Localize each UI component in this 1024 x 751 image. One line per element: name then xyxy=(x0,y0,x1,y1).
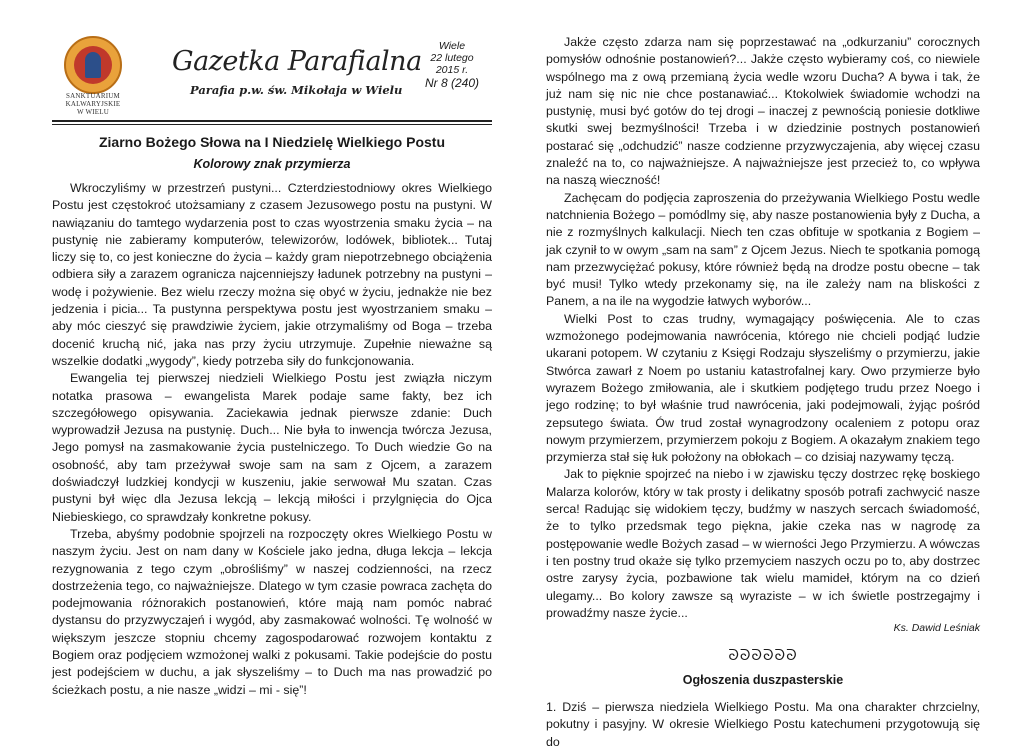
newsletter-title: Gazetka Parafialna xyxy=(172,46,422,77)
left-page xyxy=(52,0,492,724)
right-page xyxy=(546,0,980,749)
article-author: Ks. Dawid Leśniak xyxy=(893,622,980,635)
article-paragraph: Jakże często zdarza nam się poprzestawać na „odkurzaniu” corocznych pomysłów odnośnie postanowień?... Jakże często wybieramy coś, co niewiele wspólnego ma z ową przemianą życia wedle wzoru Ducha? A bywa i tak, że już nam się nic nie chce postanawiać... Ktokolwiek świadomie wchodzi na pustynię, musi być gotów do tej drogi – inaczej z pewnością poniesie dotkliwe skutki swej bezmyślności! Trzeba i w dziedzinie postnych postanowień postarać się „odchudzić” nasze codzienne przyzwyczajenia, aby więcej czasu znaleźć na to, co najważniejsze. A najważniejsze jest przecież to, co wpływa na naszą wieczność! xyxy=(546,35,980,188)
sanctuary-logo xyxy=(52,36,134,122)
issue-year: 2015 r. xyxy=(435,64,469,76)
article-paragraph: Zachęcam do podjęcia zaproszenia do przeżywania Wielkiego Postu wedle natchnienia Bożego – pomódlmy się, aby nasze postanowienia były z Ducha, a nie z rozmyślnych kalkulacji. Niech ten czas obfituje w spotkania z Bogiem – jak czynił to w owym „sam na sam” z Ojcem Jezus. Niech te spotkania pomogą nam przezwyciężać pokusy, które również będą na drodze postu obecne – tak być musi! Tylko wtedy przekonamy się, na ile zależy nam na bliskości z Panem, a na ile na wygodzie łatwych wyborów... xyxy=(546,190,980,309)
announcement-item: 1. Dziś – pierwsza niedziela Wielkiego Postu. Ma ona charakter chrzcielny, pokutny i pasyjny. W okresie Wielkiego Postu katechumeni przygotowują się do xyxy=(546,700,980,749)
issue-place: Wiele xyxy=(438,40,466,52)
announcements-list xyxy=(546,699,980,751)
article-left-column xyxy=(52,180,492,699)
logo-figure xyxy=(85,52,101,78)
masthead xyxy=(52,38,492,116)
article-paragraph: Wkroczyliśmy w przestrzeń pustyni... Czterdziestodniowy okres Wielkiego Postu jest częstokroć utożsamiany z czasem Jezusowego postu na pustyni. W nawiązaniu do tamtego wydarzenia post to czas wyostrzenia smaku życia – na pustynię nie zabieramy komputerów, telewizorów, lodówek, bibliotek... Tutaj liczy się to, co jest konieczne do życia – każdy gram niepotrzebnego obciążenia odbiera siły a zarazem ogranicza najcenniejszy ładunek potrzebny na pustyni – wodę i pożywienie. Bez wielu rzeczy można się obyć w życiu, jednakże nie bez jedzenia i picia... Ta pustynna perspektywa postu jest wyostrzaniem smaku – aby móc cieszyć się prawdziwie życiem, jakie otrzymaliśmy od Boga – trzeba docenić kruchą nić, jaka nas przy życiu utrzymuje. Zupełnie nieważne są wszelkie dodatki „wygody”, kiedy potrzeba siły do funkcjonowania. xyxy=(52,181,492,368)
issue-date: 22 lutego xyxy=(430,52,474,64)
article-paragraph: Jak to pięknie spojrzeć na niebo i w zjawisku tęczy dostrzec rękę boskiego Malarza kolorów, który w tak prosty i delikatny sposób potrafi zachwycić nasze serca! Radując się widokiem tęczy, budźmy w naszych sercach świadomość, że to tylko przedsmak tego piękna, jakie czeka nas w nagrodę za postępowanie wedle Bożych zasad – w wierności Jego Przymierzu. A wówczas i ten postny trud okaże się tylko przemyciem naszych oczu po to, aby dostrzec ostre zarysy życia, pozbawione tak wielu mamideł, którym na co dzień ulegamy... Bo kolory zawsze są wyraziste – w ich świetle postrzegajmy i prowadźmy nasze życie... xyxy=(546,467,980,620)
issue-info xyxy=(420,40,484,91)
article-paragraph: Wielki Post to czas trudny, wymagający poświęcenia. Ale to czas wzmożonego podejmowania nawrócenia, którego nie chcieli podjąć ludzie ukarani potopem. W czytaniu z Księgi Rodzaju słyszeliśmy o przymierzu, jakie Stwórca zawarł z Noem po ustaniu katastrofalnej kary. Owo przymierze było wyrazem Bożego zmiłowania, ale i skutkiem podjętego trudu przez Noego i jego rodzinę; to był właśnie trud nawrócenia, jaki podejmowali, żyjąc pośród zepsutego świata. Ów trud został wynagrodzony ocaleniem z potopu oraz nowym przymierzem, przymierzem pokoju z Bogiem. A okazałym znakiem tego przymierza stał się łuk położony na obłokach – co dzisiaj nazywamy tęczą. xyxy=(546,311,980,465)
logo-text: SANKTUARIUM KALWARYJSKIE W WIELU xyxy=(65,92,121,116)
announcements-title: Ogłoszenia duszpasterskie xyxy=(682,673,844,688)
parish-subtitle: Parafia p.w. św. Mikołaja w Wielu xyxy=(190,83,403,97)
article-paragraph: Ewangelia tej pierwszej niedzieli Wielkiego Postu jest związła niczym notatka prasowa – ewangelista Marek podaje same fakty, bez ich szczegółowego opisywania. Zaciekawia jednak pierwsze zdanie: Duch wyprowadził Jezusa na pustynię. Duch... Nie była to inwencja twórcza Jezusa, Jego pomysł na zasmakowanie życia pustelniczego. To Duch wiedzie Go na osobność, aby tam przeżywał swoje sam na sam z Ojcem, a zarazem doświadczył ludzkiej kondycji w kuszeniu, jakie serwował Mu szatan. Czas pustyni był więc dla Jezusa lekcją – lekcją miłości i przylgnięcia do Ojca Niebieskiego, co sprawdzały konkretne pokusy. xyxy=(52,371,492,524)
header-rule-thick xyxy=(52,120,492,122)
article-right-column xyxy=(546,34,980,751)
issue-number: Nr 8 (240) xyxy=(424,76,480,90)
article-paragraph: Trzeba, abyśmy podobnie spojrzeli na rozpoczęty okres Wielkiego Postu w naszym życiu. Jest on nam dany w Kościele jako jedna, długa lekcja – lekcja rezygnowania z tego czym „obrośliśmy” w naszej codzienności, na rzecz dostrzeżenia tego, co najważniejsze. Dlatego w tym czasie powraca zachęta do podejmowania różnorakich postanowień, które mają nam pomóc nabrać dystansu do przyzwyczajeń i wygód, aby zasmakować wolności. Tę wolność w większym jeszcze stopniu chcemy zagospodarować rozwojem kontaktu z Bogiem oraz podjęciem wzmożonej walki z pokusami. Takie podejście do postu jest podejściem w duchu, a jak słyszeliśmy – to Duch ma nas prowadzić po ścieżkach postu, a nie nasze „widzi – mi - się”! xyxy=(52,526,492,697)
ornament-divider: ᘐᘐᘐᘐᘐᘐ xyxy=(728,647,798,665)
article-title: Ziarno Bożego Słowa na I Niedzielę Wielkiego Postu xyxy=(98,134,446,150)
article-subtitle: Kolorowy znak przymierza xyxy=(193,157,351,171)
header-rule-thin xyxy=(52,124,492,125)
